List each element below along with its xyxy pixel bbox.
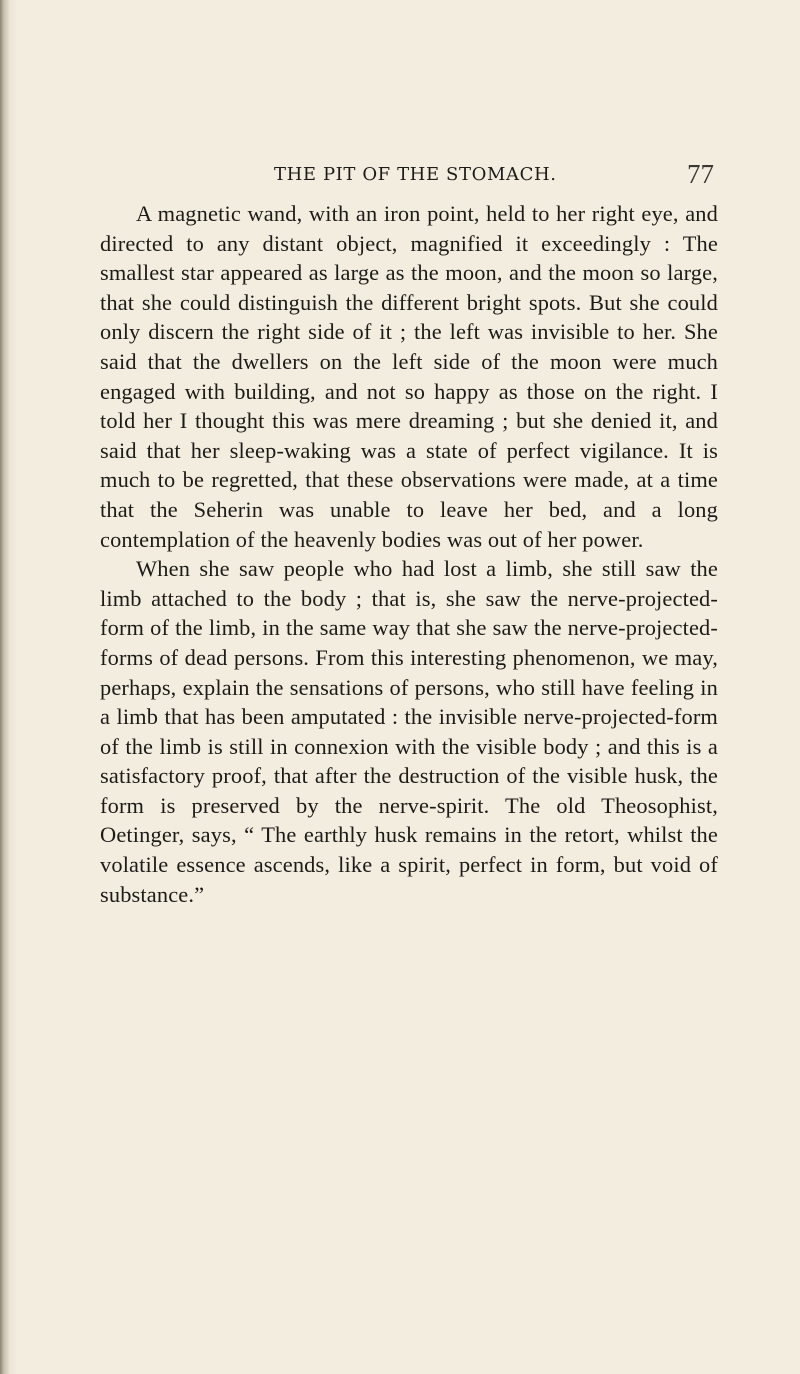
paragraph-2: When she saw people who had lost a limb, she still saw the limb attached to the body ; that is, she saw the nerve-projected-form of the limb, in the same way that she saw the nerve-projected-forms of dead persons. From this interesting phenomenon, we may, perhaps, explain the sensations of persons, who still have feeling in a limb that has been amputated : the invisible nerve-projected-form of the limb is still in connexion with the visible body ; and this is a satisfactory proof, that after the destruction of the visible husk, the form is preserved by the nerve-spirit. The old Theosophist, Oetinger, says, “ The earthly husk remains in the retort, whilst the volatile essence ascends, like a spirit, perfect in form, but void of substance.”	[100, 556, 718, 907]
paragraph-1: A magnetic wand, with an iron point, held to her right eye, and directed to any distant object, magnified it exceedingly : The smallest star appeared as large as the moon, and the moon so large, that she could distinguish the different bright spots. But she could only discern the right side of it ; the left was invisible to her. She said that the dwellers on the left side of the moon were much engaged with building, and not so happy as those on the right. I told her I thought this was mere dreaming ; but she denied it, and said that her sleep-waking was a state of perfect vigilance. It is much to be regretted, that these observations were made, at a time that the Seherin was unable to leave her bed, and a long contemplation of the heavenly bodies was out of her power.	[100, 201, 718, 552]
body-text	[100, 199, 718, 909]
running-title: THE PIT OF THE STOMACH.	[274, 164, 557, 185]
page-number: 77	[687, 159, 714, 189]
running-head	[100, 159, 714, 194]
spine-shadow	[0, 0, 10, 1374]
